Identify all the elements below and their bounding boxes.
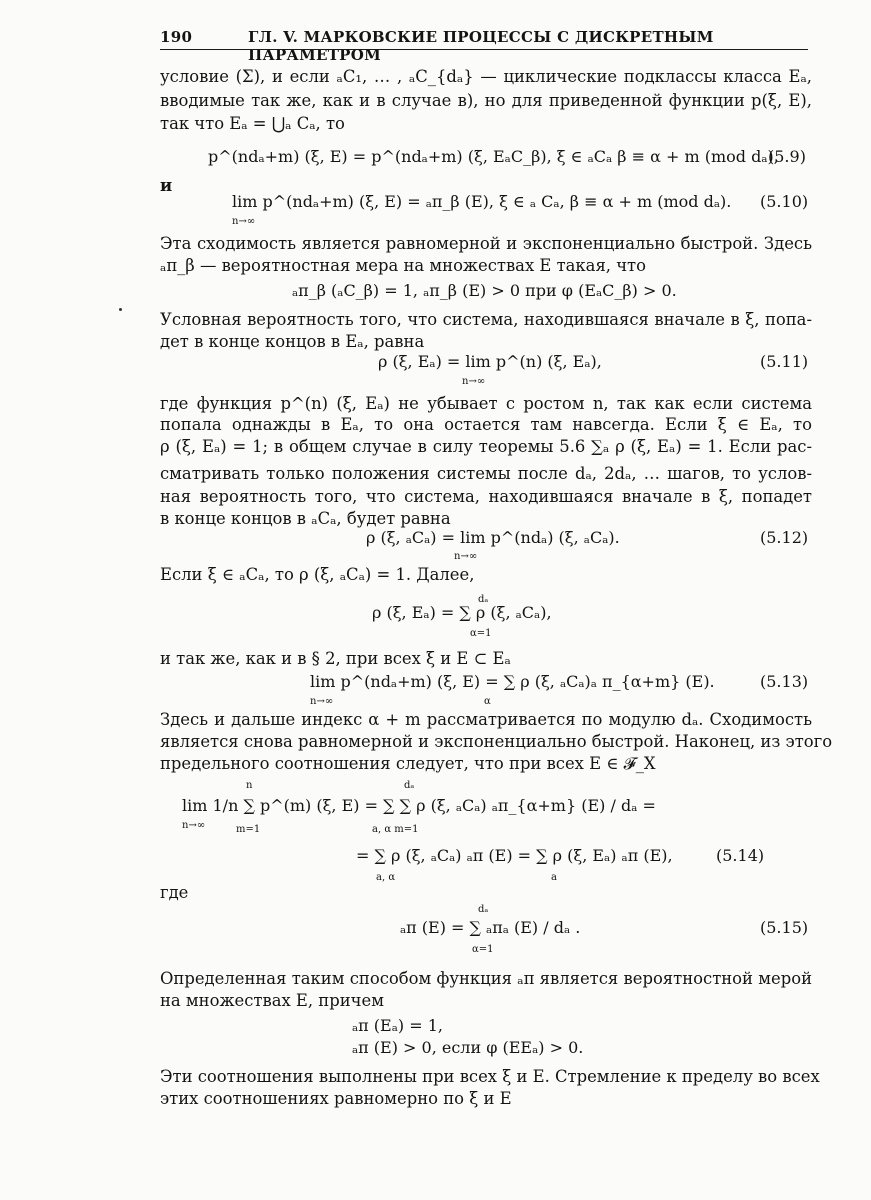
- text-line: Если ξ ∈ ₐCₐ, то ρ (ξ, ₐCₐ) = 1. Далее,: [160, 565, 475, 584]
- equation-5-13: lim p^(ndₐ+m) (ξ, E) = ∑ ρ (ξ, ₐCₐ)ₐ π_{α+m} (E).: [310, 672, 715, 691]
- equation-number: (5.15): [760, 918, 809, 937]
- text-line: Эти соотношения выполнены при всех ξ и E. Стремление к пределу во всех: [160, 1067, 820, 1086]
- text-line: так что Eₐ = ⋃ₐ Cₐ, то: [160, 114, 345, 133]
- sum-upper-limit: n: [246, 780, 253, 791]
- equation-number: (5.10): [760, 192, 809, 211]
- limit-subscript: n→∞: [462, 376, 486, 387]
- text-line: является снова равномерной и экспоненциально быстрой. Наконец, из этого: [160, 732, 833, 751]
- equation-number: (5.12): [760, 528, 809, 547]
- sum-lower-limit: a: [551, 872, 557, 883]
- text-line: ₐπ_β — вероятностная мера на множествах E такая, что: [160, 256, 646, 275]
- text-line: дет в конце концов в Eₐ, равна: [160, 332, 425, 351]
- text-line: этих соотношениях равномерно по ξ и E: [160, 1089, 512, 1108]
- limit-subscript: n→∞: [310, 696, 334, 707]
- equation-number: (5.9): [768, 147, 806, 166]
- equation-number: (5.14): [716, 846, 765, 865]
- limit-subscript: n→∞: [454, 551, 478, 562]
- ink-speck: [119, 308, 122, 311]
- equation-5-14-line2: = ∑ ρ (ξ, ₐCₐ) ₐπ (E) = ∑ ρ (ξ, Eₐ) ₐπ (E),: [356, 846, 673, 865]
- sum-upper-limit: dₐ: [404, 780, 415, 791]
- text-line: предельного соотношения следует, что при всех E ∈ 𝓕_X: [160, 754, 656, 773]
- sum-lower-limit: α: [484, 696, 491, 707]
- sum-lower-limit: α=1: [470, 628, 492, 639]
- text-line: Здесь и дальше индекс α + m рассматривается по модулю dₐ. Сходимость: [160, 710, 812, 729]
- sum-lower-limit: α=1: [472, 944, 494, 955]
- equation-sum: ρ (ξ, Eₐ) = ∑ ρ (ξ, ₐCₐ),: [372, 603, 552, 622]
- limit-subscript: n→∞: [232, 216, 256, 227]
- text-line: на множествах E, причем: [160, 991, 384, 1010]
- text-line: условие (Σ), и если ₐC₁, … , ₐC_{dₐ} — циклические подклассы класса Eₐ,: [160, 67, 812, 86]
- page-number: 190: [160, 28, 193, 46]
- text-line: ная вероятность того, что система, находившаяся вначале в ξ, попадет: [160, 487, 812, 506]
- equation-5-9: p^(ndₐ+m) (ξ, E) = p^(ndₐ+m) (ξ, EₐC_β), ξ ∈ ₐCₐ β ≡ α + m (mod dₐ),: [208, 147, 779, 166]
- equation-final-1: ₐπ (Eₐ) = 1,: [352, 1016, 443, 1035]
- equation-5-10: lim p^(ndₐ+m) (ξ, E) = ₐπ_β (E), ξ ∈ ₐ Cₐ, β ≡ α + m (mod dₐ).: [232, 192, 732, 211]
- header-rule: [160, 49, 808, 50]
- equation-5-11: ρ (ξ, Eₐ) = lim p^(n) (ξ, Eₐ),: [378, 352, 602, 371]
- sum-lower-limit: m=1: [236, 824, 261, 835]
- equation-final-2: ₐπ (E) > 0, если φ (EEₐ) > 0.: [352, 1038, 584, 1057]
- equation-5-15: ₐπ (E) = ∑ ₐπₐ (E) / dₐ .: [400, 918, 581, 937]
- text-line: вводимые так же, как и в случае в), но для приведенной функции p(ξ, E),: [160, 91, 812, 110]
- equation-5-14-line1: lim 1/n ∑ p^(m) (ξ, E) = ∑ ∑ ρ (ξ, ₐCₐ) ₐπ_{α+m} (E) / dₐ =: [182, 796, 656, 815]
- text-line: и так же, как и в § 2, при всех ξ и E ⊂ Eₐ: [160, 649, 511, 668]
- running-title: ГЛ. V. МАРКОВСКИЕ ПРОЦЕССЫ С ДИСКРЕТНЫМ ПАРАМЕТРОМ: [248, 28, 714, 64]
- sum-upper-limit: dₐ: [478, 594, 489, 605]
- text-line: ρ (ξ, Eₐ) = 1; в общем случае в силу теоремы 5.6 ∑ₐ ρ (ξ, Eₐ) = 1. Если рас-: [160, 437, 812, 456]
- text-line: Определенная таким способом функция ₐπ является вероятностной мерой: [160, 969, 812, 988]
- sum-lower-limit: a, α m=1: [372, 824, 419, 835]
- text-line: Условная вероятность того, что система, находившаяся вначале в ξ, попа-: [160, 310, 812, 329]
- sum-lower-limit: a, α: [376, 872, 396, 883]
- limit-subscript: n→∞: [182, 820, 206, 831]
- equation-number: (5.13): [760, 672, 809, 691]
- equation-number: (5.11): [760, 352, 809, 371]
- equation-measure: ₐπ_β (ₐC_β) = 1, ₐπ_β (E) > 0 при φ (EₐC_β) > 0.: [292, 281, 677, 300]
- text-line: Эта сходимость является равномерной и экспоненциально быстрой. Здесь: [160, 234, 812, 253]
- text-line: попала однажды в Eₐ, то она остается там навсегда. Если ξ ∈ Eₐ, то: [160, 415, 812, 434]
- text-line: в конце концов в ₐCₐ, будет равна: [160, 509, 451, 528]
- text-line: где: [160, 883, 189, 902]
- text-line: сматривать только положения системы после dₐ, 2dₐ, … шагов, то услов-: [160, 464, 812, 483]
- sum-upper-limit: dₐ: [478, 904, 489, 915]
- equation-5-12: ρ (ξ, ₐCₐ) = lim p^(ndₐ) (ξ, ₐCₐ).: [366, 528, 620, 547]
- text-line: и: [160, 176, 173, 195]
- text-line: где функция p^(n) (ξ, Eₐ) не убывает с ростом n, так как если система: [160, 394, 812, 413]
